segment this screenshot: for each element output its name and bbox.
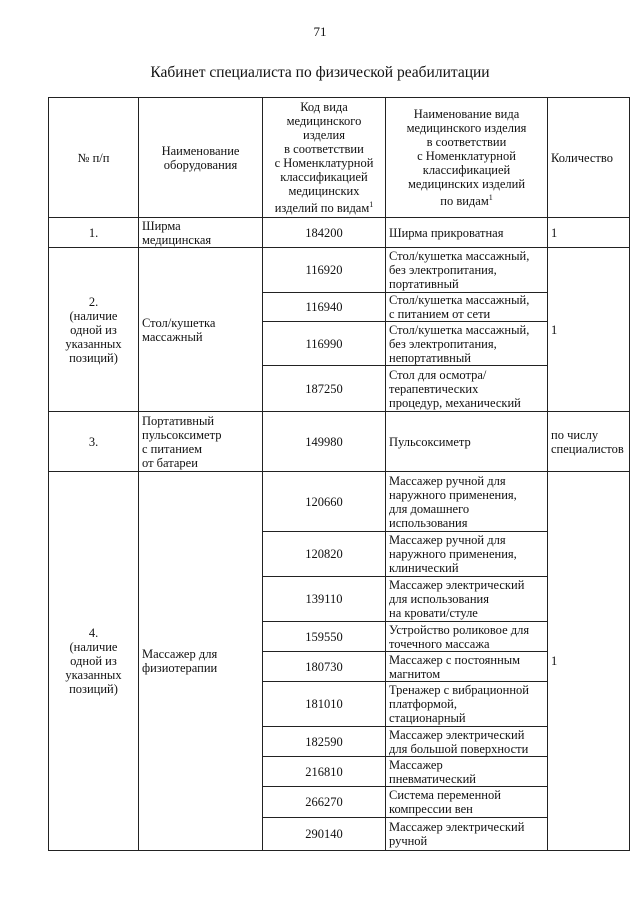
header-num: № п/п [49, 98, 139, 218]
item-kind: Стол/кушетка массажный, с питанием от сети [386, 293, 548, 322]
row-qty: 1 [548, 218, 630, 248]
header-code-footnote: 1 [369, 199, 374, 209]
item-code: 120660 [263, 472, 386, 532]
table-row [49, 412, 630, 472]
item-code: 266270 [263, 787, 386, 818]
item-kind: Массажер электрический для использования на кровати/стуле [386, 577, 548, 622]
page-title: Кабинет специалиста по физической реабилитации [150, 64, 490, 81]
item-code: 184200 [263, 218, 386, 248]
item-kind: Система переменной компрессии вен [386, 787, 548, 818]
item-code: 187250 [263, 366, 386, 412]
page-number: 71 [313, 24, 327, 39]
item-kind: Устройство роликовое для точечного массажа [386, 622, 548, 652]
table-body [49, 218, 630, 851]
item-kind: Массажер с постоянным магнитом [386, 652, 548, 682]
row-equipment: Портативный пульсоксиметр с питанием от батареи [139, 412, 263, 472]
row-num: 1. [49, 218, 139, 248]
header-code-text: Код вида медицинского изделия в соответствии с Номенклатурной классификацией медицинских изделий по видам [274, 99, 374, 216]
item-kind: Массажер электрический для большой поверхности [386, 727, 548, 757]
item-kind: Стол/кушетка массажный, без электропитания, непортативный [386, 322, 548, 366]
header-kind [386, 98, 548, 218]
item-kind: Стол для осмотра/ терапевтических процедур, механический [386, 366, 548, 412]
item-code: 216810 [263, 757, 386, 787]
item-kind: Стол/кушетка массажный, без электропитания, портативный [386, 248, 548, 293]
header-code [263, 98, 386, 218]
item-kind: Массажер пневматический [386, 757, 548, 787]
row-num: 4. (наличие одной из указанных позиций) [49, 472, 139, 851]
header-equipment: Наименование оборудования [139, 98, 263, 218]
item-kind: Массажер ручной для наружного применения, клинический [386, 532, 548, 577]
table-header [49, 98, 630, 218]
header-kind-text: Наименование вида медицинского изделия в соответствии с Номенклатурной классификацией медицинских изделий по видам [406, 106, 527, 209]
item-code: 159550 [263, 622, 386, 652]
item-code: 181010 [263, 682, 386, 727]
row-num: 3. [49, 412, 139, 472]
item-code: 116940 [263, 293, 386, 322]
header-qty: Количество [548, 98, 630, 218]
row-qty: 1 [548, 248, 630, 412]
item-kind: Пульсоксиметр [386, 412, 548, 472]
item-code: 180730 [263, 652, 386, 682]
row-equipment: Ширма медицинская [139, 218, 263, 248]
equipment-table [48, 97, 630, 851]
row-qty: по числу специалистов [548, 412, 630, 472]
header-row [49, 98, 630, 218]
row-equipment: Стол/кушетка массажный [139, 248, 263, 412]
item-code: 116920 [263, 248, 386, 293]
row-equipment: Массажер для физиотерапии [139, 472, 263, 851]
item-code: 182590 [263, 727, 386, 757]
item-kind: Массажер ручной для наружного применения, для домашнего использования [386, 472, 548, 532]
item-code: 149980 [263, 412, 386, 472]
item-kind: Массажер электрический ручной [386, 818, 548, 851]
item-kind: Тренажер с вибрационной платформой, стационарный [386, 682, 548, 727]
item-code: 290140 [263, 818, 386, 851]
item-kind: Ширма прикроватная [386, 218, 548, 248]
table-row [49, 218, 630, 248]
header-kind-footnote: 1 [488, 192, 493, 202]
table-row [49, 248, 630, 293]
table-row [49, 472, 630, 532]
row-qty: 1 [548, 472, 630, 851]
item-code: 139110 [263, 577, 386, 622]
row-num: 2. (наличие одной из указанных позиций) [49, 248, 139, 412]
item-code: 120820 [263, 532, 386, 577]
item-code: 116990 [263, 322, 386, 366]
